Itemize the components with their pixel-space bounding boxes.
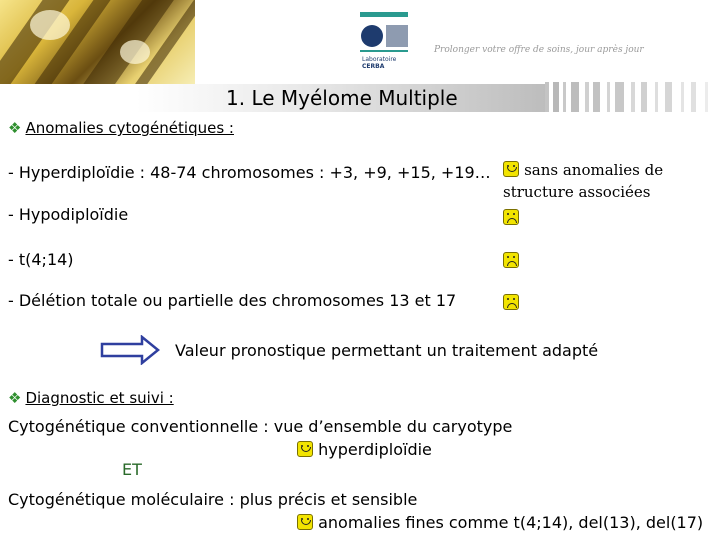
conventional-result: hyperdiploïdie (297, 440, 432, 459)
logo-text: Laboratoire CERBA (362, 56, 397, 70)
smiley-icon (297, 441, 313, 457)
item-t4-14: - t(4;14) (8, 250, 74, 269)
conventional-cytogenetics: Cytogénétique conventionnelle : vue d’ensemble du caryotype (8, 417, 513, 436)
diamond-bullet-icon: ❖ (8, 119, 22, 137)
molecular-cytogenetics: Cytogénétique moléculaire : plus précis et sensible (8, 490, 418, 509)
smiley-icon (297, 514, 313, 530)
item-hyperdiploidie-note-line2: structure associées (503, 183, 651, 201)
arrow-right-icon (100, 335, 162, 365)
header-photo (0, 0, 195, 88)
diamond-bullet-icon: ❖ (8, 389, 22, 407)
smiley-icon (503, 161, 519, 177)
tagline: Prolonger votre offre de soins, jour après jour (434, 45, 644, 55)
frown-icon (503, 293, 519, 312)
section1-heading: ❖ Anomalies cytogénétiques : (8, 119, 234, 137)
frown-icon (503, 251, 519, 270)
title-bar-stripes (545, 82, 720, 112)
item-hyperdiploidie-note: sans anomalies de (503, 160, 663, 179)
item-hypodiploidie: - Hypodiploïdie (8, 205, 129, 224)
item-hyperdiploidie: - Hyperdiploïdie : 48-74 chromosomes : +3, +9, +15, +19… (8, 163, 491, 182)
section2-heading: ❖ Diagnostic et suivi : (8, 389, 174, 407)
molecular-result: anomalies fines comme t(4;14), del(13), del(17) (297, 513, 703, 532)
item-deletion: - Délétion totale ou partielle des chromosomes 13 et 17 (8, 291, 457, 310)
connector-et: ET (122, 460, 142, 479)
frown-icon (503, 208, 519, 227)
conclusion-text: Valeur pronostique permettant un traitement adapté (175, 341, 599, 360)
page-title: 1. Le Myélome Multiple (226, 86, 458, 110)
